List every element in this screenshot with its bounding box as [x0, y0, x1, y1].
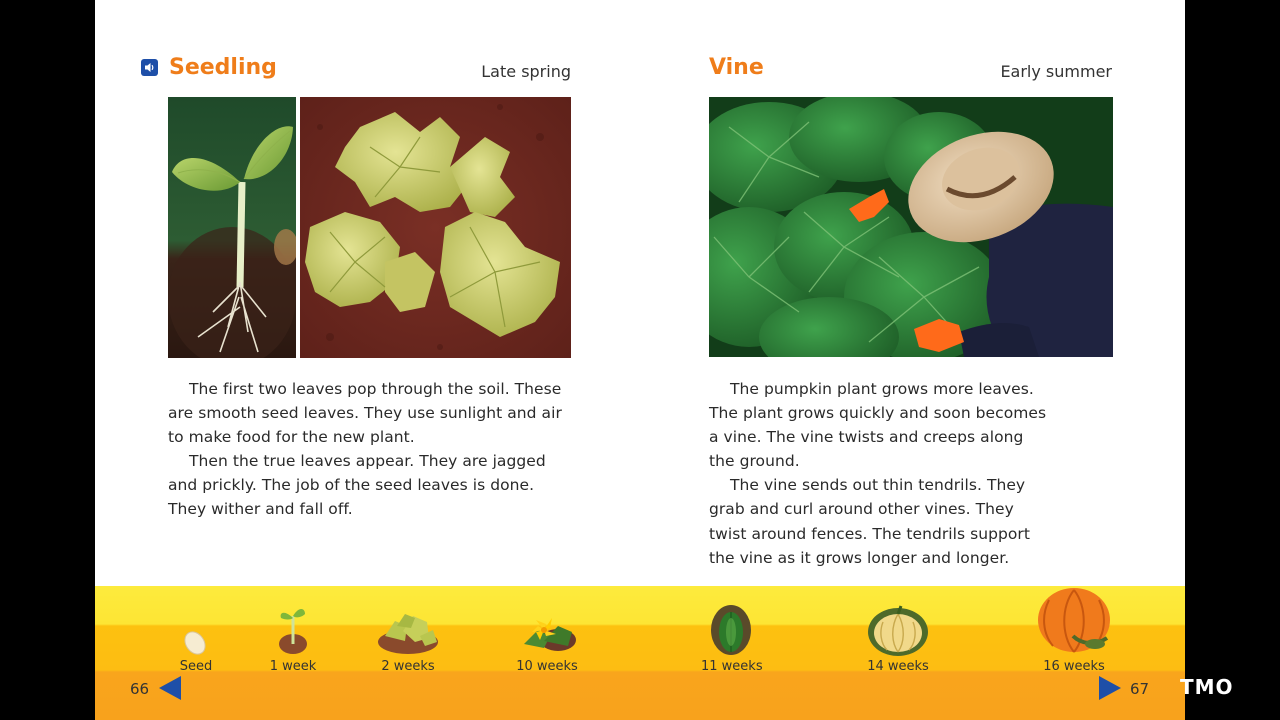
pumpkin-icon	[1035, 586, 1113, 656]
page-number-right: 67	[1130, 680, 1150, 698]
prev-arrow-icon[interactable]	[157, 675, 183, 701]
timeline-label: 16 weeks	[1043, 659, 1105, 674]
paragraph-right-2: The vine sends out thin tendrils. They grab and curl around other vines. They twist around fences. The tendrils support the vine as it grows longer and longer.	[709, 476, 1030, 567]
paragraph-right-1: The pumpkin plant grows more leaves. The plant grows quickly and soon becomes a vine. The vine twists and creeps along the ground.	[709, 380, 1047, 471]
seedling-closeup-photo	[168, 97, 296, 358]
season-label-left: Late spring	[481, 62, 571, 81]
seedling-soil-photo	[300, 97, 571, 358]
timeline-label: 14 weeks	[867, 659, 929, 674]
timeline-stage-2-weeks[interactable]	[375, 586, 441, 674]
page-number-left: 66	[130, 680, 150, 698]
vine-photo	[709, 97, 1113, 357]
timeline-label: 2 weeks	[381, 659, 435, 674]
ripening-pumpkin-icon	[865, 586, 931, 656]
timeline-stage-14-weeks[interactable]	[865, 586, 931, 674]
next-arrow-icon[interactable]	[1097, 675, 1123, 701]
seed-icon	[175, 586, 217, 656]
season-label-right: Early summer	[1000, 62, 1112, 81]
timeline-stage-seed[interactable]	[175, 586, 217, 674]
timeline-stage-10-weeks[interactable]	[514, 586, 580, 674]
watermark: TMO	[1180, 675, 1234, 699]
body-text-left	[168, 377, 568, 522]
timeline-stage-11-weeks[interactable]	[701, 586, 763, 674]
book-spread	[95, 0, 1185, 720]
body-text-right	[709, 377, 1049, 570]
paragraph-left-1: The first two leaves pop through the soil. These are smooth seed leaves. They use sunlight and air to make food for the new plant.	[168, 380, 562, 447]
speaker-icon[interactable]	[141, 59, 158, 76]
section-heading-seedling: Seedling	[169, 55, 277, 80]
sprout-icon	[267, 586, 319, 656]
timeline-label: 10 weeks	[516, 659, 578, 674]
timeline-label: Seed	[179, 659, 213, 674]
young-plant-icon	[375, 586, 441, 656]
timeline-stage-1-week[interactable]	[267, 586, 319, 674]
growth-timeline	[95, 586, 1185, 720]
timeline-label: 1 week	[269, 659, 317, 674]
young-pumpkin-icon	[701, 586, 761, 656]
paragraph-left-2: Then the true leaves appear. They are jagged and prickly. The job of the seed leaves is done. They wither and fall off.	[168, 452, 546, 519]
timeline-label: 11 weeks	[701, 659, 763, 674]
flower-icon	[514, 586, 580, 656]
timeline-stage-16-weeks[interactable]	[1035, 586, 1113, 674]
section-heading-vine: Vine	[709, 55, 764, 80]
